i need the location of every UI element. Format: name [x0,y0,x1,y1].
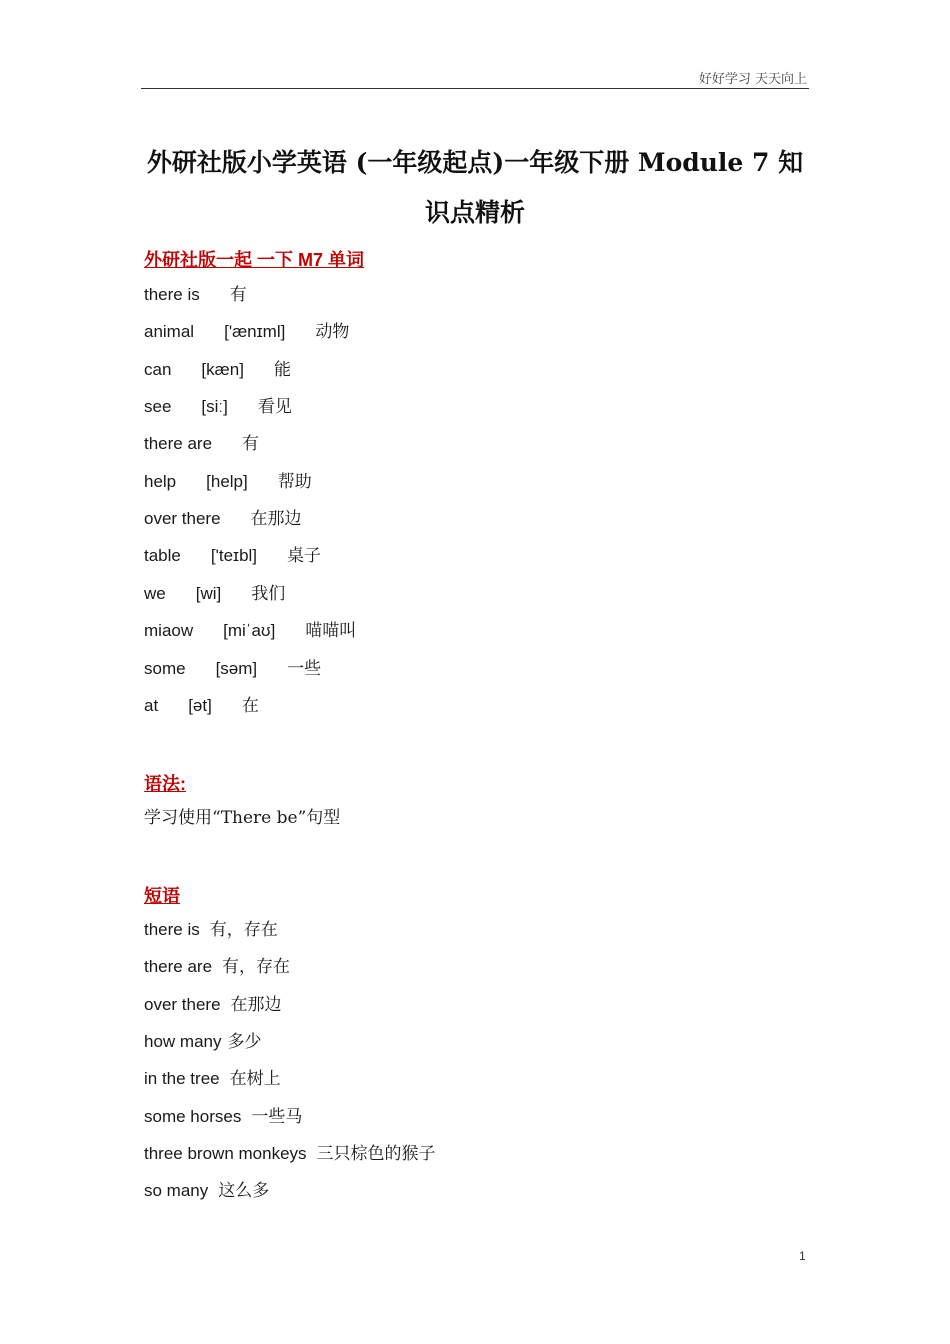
vocab-item [144,320,349,344]
page-header [141,66,809,89]
vocab-meaning: 看见 [257,397,292,417]
vocab-meaning: 桌子 [287,546,322,566]
phrase-en: over there [144,995,221,1014]
vocab-word: miaow [144,621,194,640]
phrase-item [144,1030,261,1054]
grammar-text: 学习使用“There be”句型 [144,808,341,828]
vocab-meaning: 动物 [315,322,350,342]
vocab-word: we [144,584,166,603]
vocab-heading: 外研社版一起 一下 M7 单词 [144,250,365,270]
vocab-item [144,470,312,494]
phrase-cn: 在树上 [229,1069,281,1089]
vocab-phonetic: ['teɪbl] [210,546,258,565]
phrase-cn: 这么多 [218,1181,270,1201]
phrase-item [144,993,282,1017]
phrase-en: some horses [144,1107,242,1126]
phrase-en: so many [144,1181,209,1200]
vocab-word: there are [144,434,213,453]
vocab-word: at [144,696,159,715]
vocab-meaning: 帮助 [277,472,312,492]
phrase-item [144,1179,269,1203]
page-title-line-2: 识点精析 [424,198,525,227]
vocab-meaning: 喵喵叫 [305,621,357,641]
vocab-word: there is [144,285,200,304]
vocab-item [144,582,285,606]
vocab-item [144,694,259,718]
vocab-word: can [144,360,172,379]
vocab-phonetic: ['ænɪml] [224,322,286,341]
vocab-meaning: 在 [241,696,259,716]
phrase-item [144,1142,436,1166]
phrase-en: in the tree [144,1069,220,1088]
vocab-meaning: 有 [229,285,247,305]
vocab-phonetic: [ət] [188,696,212,715]
vocab-item [144,283,247,307]
grammar-heading: 语法: [144,774,186,794]
vocab-item [144,432,259,456]
phrase-cn: 一些马 [251,1107,303,1127]
vocab-meaning: 有 [242,434,260,454]
header-motto: 好好学习 天天向上 [698,72,807,87]
phrase-en: how many [144,1032,222,1051]
vocab-item [144,619,356,643]
phrase-cn: 在那边 [230,995,282,1015]
vocab-item [144,507,302,531]
vocab-phonetic: [siː] [201,397,228,416]
vocab-word: see [144,397,172,416]
vocab-meaning: 能 [273,360,291,380]
vocab-word: over there [144,509,221,528]
vocab-meaning: 一些 [287,659,322,679]
phrase-en: there are [144,957,213,976]
vocab-item [144,544,321,568]
phrase-cn: 多少 [227,1032,262,1052]
vocab-word: help [144,472,177,491]
vocab-word: table [144,546,181,565]
phrase-en: there is [144,920,200,939]
phrase-item [144,955,290,979]
vocab-item [144,358,291,382]
phrase-item [144,1067,281,1091]
vocab-phonetic: [səm] [215,659,258,678]
vocab-item [144,657,321,681]
phrase-cn: 有，存在 [209,920,278,940]
phrase-cn: 有，存在 [222,957,291,977]
vocab-phonetic: [wi] [195,584,222,603]
phrase-item [144,1105,302,1129]
vocab-word: some [144,659,186,678]
page-number: 1 [799,1249,806,1263]
phrase-cn: 三只棕色的猴子 [316,1144,436,1164]
phrase-item [144,918,278,942]
vocab-phonetic: [kæn] [201,360,244,379]
vocab-meaning: 在那边 [250,509,302,529]
phrases-heading: 短语 [144,886,180,906]
vocab-word: animal [144,322,195,341]
vocab-meaning: 我们 [251,584,286,604]
vocab-phonetic: [miˈaʊ] [223,621,276,640]
phrase-en: three brown monkeys [144,1144,307,1163]
vocab-phonetic: [help] [206,472,248,491]
vocab-item [144,395,292,419]
page-title-line-1: 外研社版小学英语 (一年级起点)一年级下册 Module 7 知 [146,148,804,177]
